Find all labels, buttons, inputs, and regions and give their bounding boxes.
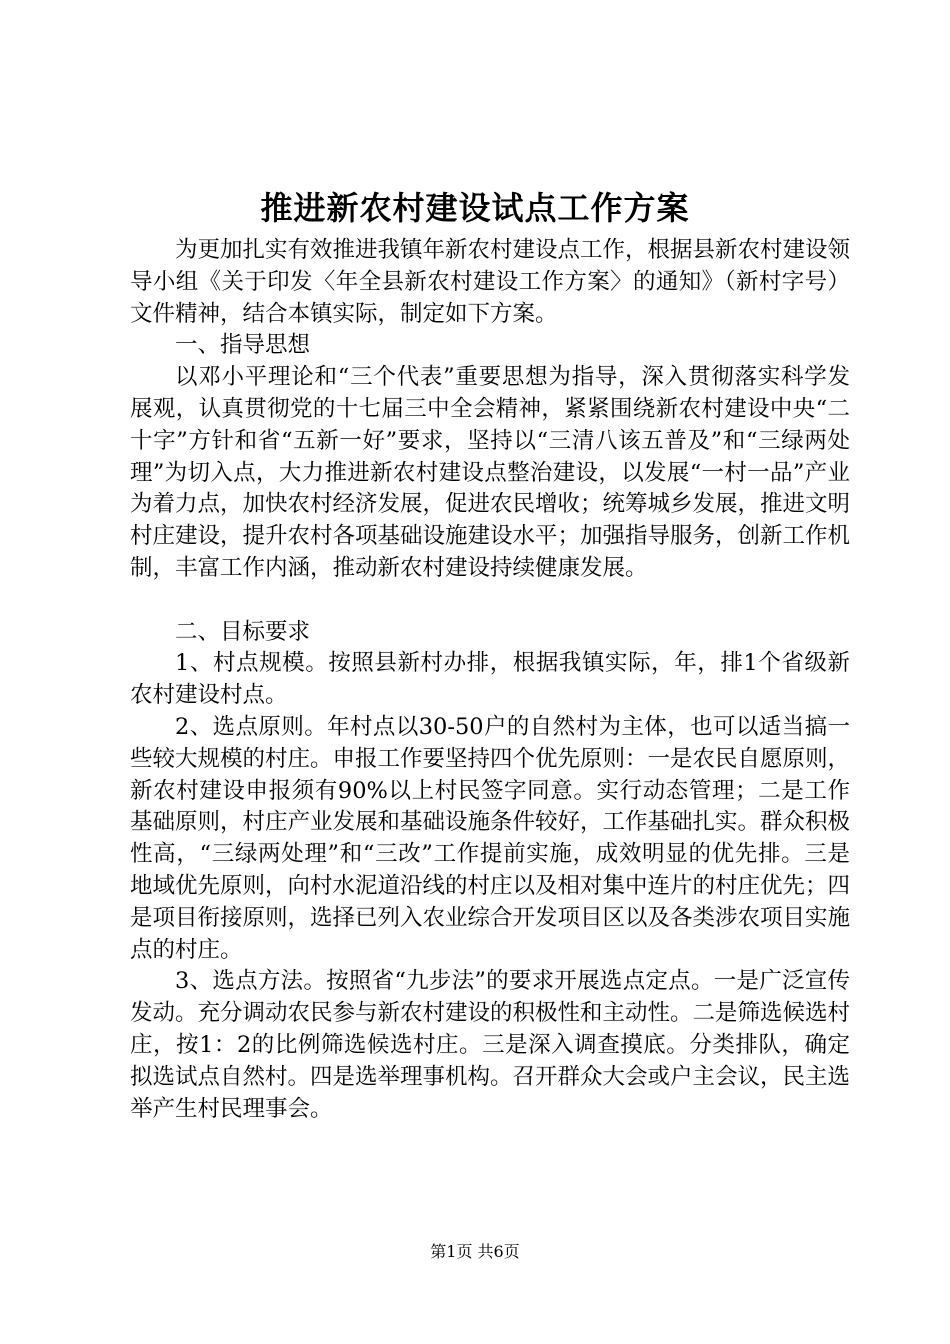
goals-paragraph-principles: 2、选点原则。年村点以30-50户的自然村为主体，也可以适当搞一些较大规模的村庄。申报工作要坚持四个优先原则：一是农民自愿原则，新农村建设申报须有90%以上村民签字同意。实行动态管理；二是工作基础原则，村庄产业发展和基础设施条件较好，工作基础扎实。群众积极性高，“三绿两处理”和“三改”工作提前实施，成效明显的优先排。三是地域优先原则，向村水泥道沿线的村庄以及相对集中连片的村庄优先；四是项目衔接原则，选择已列入农业综合开发项目区以及各类涉农项目实施点的村庄。 [130,713,851,963]
goals-paragraph-methods: 3、选点方法。按照省“九步法”的要求开展选点定点。一是广泛宣传发动。充分调动农民参与新农村建设的积极性和主动性。二是筛选候选村庄，按1：2的比例筛选候选村庄。三是深入调查摸底。分类排队，确定拟选试点自然村。四是选举理事机构。召开群众大会或户主会议，民主选举产生村民理事会。 [130,968,851,1122]
guiding-thought-paragraph: 以邓小平理论和“三个代表”重要思想为指导，深入贯彻落实科学发展观，认真贯彻党的十七届三中全会精神，紧紧围绕新农村建设中央“二十字”方针和省“五新一好”要求，坚持以“三清八该五普及”和“三绿两处理”为切入点，大力推进新农村建设点整治建设，以发展“一村一品”产业为着力点，加快农村经济发展，促进农民增收；统筹城乡发展，推进文明村庄建设，提升农村各项基础设施建设水平；加强指导服务，创新工作机制，丰富工作内涵，推动新农村建设持续健康发展。 [130,364,851,581]
intro-paragraph: 为更加扎实有效推进我镇年新农村建设点工作，根据县新农村建设领导小组《关于印发〈年全县新农村建设工作方案〉的通知》（新村字号）文件精神，结合本镇实际，制定如下方案。 [130,237,851,327]
section-heading-guiding-thought: 一、指导思想 [175,332,311,359]
blank-line [130,585,850,617]
page-number-footer: 第1页 共6页 [430,1242,520,1261]
section-heading-goals: 二、目标要求 [175,618,311,645]
document-body [130,235,850,1125]
document-title: 推进新农村建设试点工作方案 [260,189,690,227]
goals-paragraph-scale: 1、村点规模。按照县新村办排，根据我镇实际，年，排1个省级新农村建设村点。 [130,650,850,709]
